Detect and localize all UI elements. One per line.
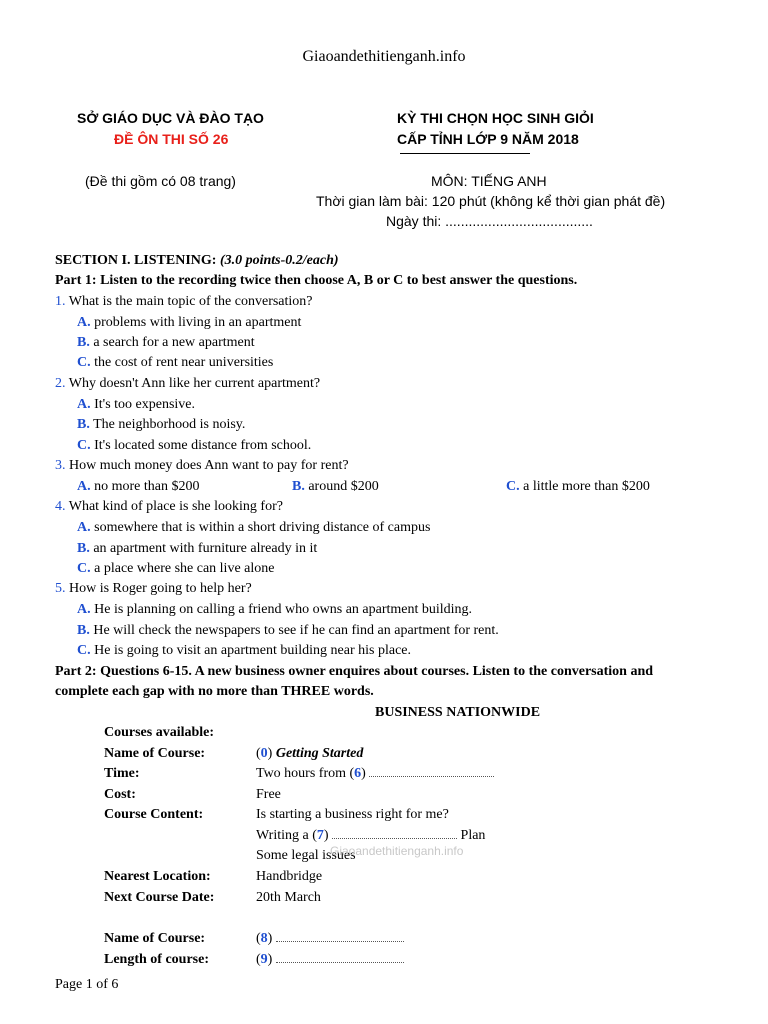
option	[77, 623, 499, 639]
time-text: Two hours from (	[256, 766, 355, 781]
option	[506, 479, 650, 495]
table-title: BUSINESS NATIONWIDE	[375, 705, 541, 720]
option-letter: B.	[77, 623, 90, 638]
option-letter: C.	[77, 561, 91, 576]
location-value: Handbridge	[256, 869, 323, 884]
option	[77, 438, 311, 454]
option	[77, 335, 255, 351]
question-number: 5.	[55, 581, 66, 596]
option	[77, 417, 245, 433]
option-letter: A.	[77, 315, 91, 330]
courses-available-label: Courses available:	[104, 725, 215, 740]
option-letter: C.	[506, 479, 520, 494]
content-text: Writing a (	[256, 828, 317, 843]
option-text: a search for a new apartment	[93, 335, 255, 350]
question-text: How much money does Ann want to pay for rent?	[69, 458, 349, 473]
part2-instruction-line1: Part 2: Questions 6-15. A new business owner enquires about courses. Listen to the conversation and	[55, 664, 654, 679]
question-number: 1.	[55, 294, 66, 309]
section-points: (3.0 points-0.2/each)	[219, 253, 339, 268]
question-text: What is the main topic of the conversation?	[68, 294, 313, 309]
question-number: 3.	[55, 458, 66, 473]
option-text: It's located some distance from school.	[94, 438, 312, 453]
page-footer: Page 1 of 6	[55, 977, 119, 992]
option-text: around $200	[308, 479, 379, 494]
option-letter: B.	[77, 335, 90, 350]
exam-subtitle: CẤP TỈNH LỚP 9 NĂM 2018	[397, 131, 579, 147]
option-text: an apartment with furniture already in it	[93, 541, 318, 556]
department-title: SỞ GIÁO DỤC VÀ ĐÀO TẠO	[77, 110, 264, 126]
option-text: a little more than $200	[523, 479, 650, 494]
option-text: It's too expensive.	[94, 397, 196, 412]
exam-number: ĐỀ ÔN THI SỐ 26	[114, 131, 229, 147]
option-letter: C.	[77, 643, 91, 658]
cost-label: Cost:	[104, 787, 136, 802]
content-item-1: Is starting a business right for me?	[256, 807, 449, 822]
option-letter: A.	[77, 397, 91, 412]
pages-note: (Đề thi gồm có 08 trang)	[85, 173, 236, 189]
option-letter: C.	[77, 438, 91, 453]
option-text: problems with living in an apartment	[94, 315, 302, 330]
subject: MÔN: TIẾNG ANH	[431, 173, 547, 189]
cost-value: Free	[256, 787, 281, 802]
question-text: What kind of place is she looking for?	[68, 499, 283, 514]
option-letter: B.	[292, 479, 305, 494]
header-divider	[400, 153, 530, 154]
option	[77, 355, 273, 371]
section-heading	[55, 253, 339, 269]
option	[77, 520, 430, 536]
course-name-value: (0) Getting Started	[256, 746, 364, 761]
option-text: The neighborhood is noisy.	[93, 417, 246, 432]
option-text: He is planning on calling a friend who owns an apartment building.	[94, 602, 473, 617]
option	[77, 643, 411, 659]
question-3	[55, 458, 349, 474]
question-1	[55, 294, 313, 310]
question-5	[55, 581, 252, 597]
answer-blank[interactable]	[332, 828, 457, 839]
option-text: the cost of rent near universities	[94, 355, 274, 370]
course-name-label: Name of Course:	[104, 746, 206, 761]
answer-blank[interactable]	[369, 766, 494, 777]
option-letter: A.	[77, 479, 91, 494]
section-title: SECTION I. LISTENING:	[55, 253, 217, 268]
option	[77, 541, 317, 557]
option-text: a place where she can live alone	[94, 561, 275, 576]
option-text: somewhere that is within a short driving distance of campus	[94, 520, 431, 535]
option-text: no more than $200	[94, 479, 200, 494]
course-name-text: Getting Started	[275, 746, 364, 761]
option	[77, 397, 195, 413]
location-label: Nearest Location:	[104, 869, 211, 884]
option	[77, 561, 274, 577]
part2-instruction-line2: complete each gap with no more than THREE words.	[55, 684, 374, 699]
part1-instruction: Part 1: Listen to the recording twice then choose A, B or C to best answer the questions.	[55, 273, 578, 288]
exam-title: KỲ THI CHỌN HỌC SINH GIỎI	[397, 110, 594, 126]
watermark: Giaoandethitienganh.info	[330, 844, 464, 858]
time-limit: Thời gian làm bài: 120 phút (không kể thời gian phát đề)	[316, 193, 666, 209]
question-text: How is Roger going to help her?	[69, 581, 252, 596]
option-letter: B.	[77, 417, 90, 432]
next-date-label: Next Course Date:	[104, 890, 215, 905]
option-letter: A.	[77, 602, 91, 617]
option-letter: B.	[77, 541, 90, 556]
answer-blank[interactable]	[276, 931, 404, 942]
length-label: Length of course:	[104, 952, 209, 967]
gap-number: 6	[354, 766, 362, 781]
content-label: Course Content:	[104, 807, 204, 822]
time-value: Two hours from (6)	[256, 766, 494, 782]
question-number: 4.	[55, 499, 66, 514]
gap-number: 7	[316, 828, 324, 843]
site-header: Giaoandethitienganh.info	[302, 48, 466, 65]
question-4	[55, 499, 283, 515]
question-text: Why doesn't Ann like her current apartment?	[68, 376, 321, 391]
option-text: He is going to visit an apartment building near his place.	[94, 643, 411, 658]
course-name-label-2: Name of Course:	[104, 931, 206, 946]
next-date-value: 20th March	[256, 890, 321, 905]
option-letter: C.	[77, 355, 91, 370]
question-2	[55, 376, 320, 392]
question-number: 2.	[55, 376, 66, 391]
gap-number: 8	[260, 931, 268, 946]
option	[77, 315, 301, 331]
exam-date: Ngày thi: ......................................	[386, 213, 593, 229]
content-item-3: Some legal issues	[256, 848, 356, 863]
course-name-value-2: (8)	[256, 931, 404, 947]
time-label: Time:	[104, 766, 140, 781]
answer-blank[interactable]	[276, 952, 404, 963]
option	[292, 479, 379, 495]
content-item-2: Writing a (7) Plan	[256, 828, 486, 843]
option-text: He will check the newspapers to see if he can find an apartment for rent.	[93, 623, 499, 638]
length-value: (9)	[256, 952, 404, 968]
gap-number: 9	[260, 952, 268, 967]
option	[77, 479, 200, 495]
option	[77, 602, 472, 618]
option-letter: A.	[77, 520, 91, 535]
gap-number: 0	[260, 746, 268, 761]
content-text: Plan	[460, 828, 486, 843]
